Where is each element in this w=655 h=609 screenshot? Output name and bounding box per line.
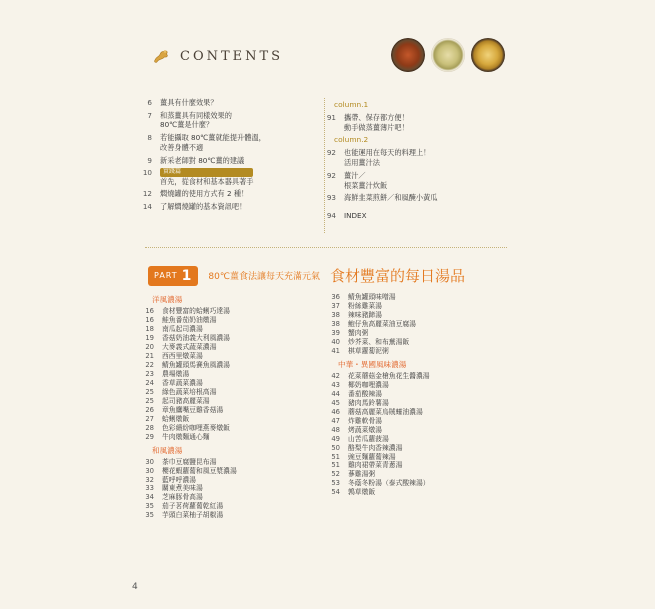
part-title: 食材豐富的每日湯品 <box>329 267 465 285</box>
toc-page-number: 8 <box>147 133 152 143</box>
recipe-page-number: 34 <box>145 493 154 502</box>
recipe-title: 章魚鷹嘴豆雞香菇湯 <box>162 405 224 414</box>
recipe-title: 香草蔬菜濃湯 <box>162 378 203 387</box>
recipe-title: 豬肉馬鈴薯湯 <box>348 398 389 407</box>
recipe-title: 酪梨牛肉香辣濃湯 <box>348 443 403 452</box>
recipe-page-number: 35 <box>145 511 154 520</box>
recipe-title: 色彩繽紛咖哩燕麥燉飯 <box>162 423 230 432</box>
section-divider <box>145 247 507 248</box>
recipe-list-item[interactable] <box>140 415 330 424</box>
toc-page-number: 14 <box>142 202 152 212</box>
toc-page-number: 10 <box>142 168 152 178</box>
index-label: INDEX <box>344 211 367 220</box>
recipe-list-item[interactable] <box>140 397 330 406</box>
recipe-list-item[interactable] <box>326 372 526 381</box>
recipe-list-item[interactable] <box>326 320 526 329</box>
recipe-list-item[interactable] <box>140 388 330 397</box>
recipe-title: 農場燉湯 <box>162 369 190 378</box>
recipe-page-number: 25 <box>145 396 154 405</box>
recipe-title: 山苦瓜蘿菠湯 <box>348 434 389 443</box>
recipe-page-number: 52 <box>331 470 340 479</box>
recipe-list-item[interactable] <box>140 511 330 520</box>
toc-page-number: 9 <box>147 155 152 165</box>
recipe-list-item[interactable] <box>326 417 526 426</box>
toc-row[interactable] <box>316 148 516 167</box>
recipe-title: 椰奶咖哩濃湯 <box>348 380 389 389</box>
recipe-title: 西西里燉菜湯 <box>162 351 203 360</box>
toc-page-number: 93 <box>326 193 336 203</box>
toc-title: 攜帶、保存都方便！ 動手做蒸薑薄片吧！ <box>344 112 409 132</box>
toc-title: 了解燜燒罐的基本資訊吧！ <box>160 202 247 212</box>
recipe-page-number: 30 <box>145 466 154 475</box>
recipe-title: 蔘雞湯粥 <box>348 470 376 479</box>
recipe-title: 豌豆麵蘿蔔辣湯 <box>348 452 396 461</box>
recipe-title: 鮑仔魚高麗菜油豆腐湯 <box>348 319 416 328</box>
contents-header <box>152 44 283 68</box>
recipe-page-number: 49 <box>331 434 340 443</box>
recipe-list-item[interactable] <box>326 347 526 356</box>
toc-title: 和蒸薑具有同樣效果的 80℃薑是什麼？ <box>160 110 232 130</box>
recipe-page-number: 51 <box>331 452 340 461</box>
section-heading-chinese-ethnic: 中華・異國風味濃湯 <box>338 359 407 369</box>
header-soup-images <box>391 38 505 72</box>
recipe-page-number: 38 <box>331 310 340 319</box>
recipe-title: 櫻花蝦蘿蔔和風豆漿濃湯 <box>162 466 237 475</box>
toc-title: 若能攝取 80℃薑就能提升體溫， 改善身體不適 <box>160 133 266 152</box>
recipe-page-number: 45 <box>331 398 340 407</box>
recipe-page-number: 37 <box>331 301 340 310</box>
recipe-page-number: 27 <box>145 414 154 423</box>
recipe-title: 蘑菇高麗菜烏賊蠔油濃湯 <box>348 407 423 416</box>
toc-row[interactable] <box>316 171 516 190</box>
recipe-list-item[interactable] <box>326 390 526 399</box>
part-number: 1 <box>181 267 193 284</box>
recipe-title: 南瓜起司濃湯 <box>162 324 203 333</box>
left-toc <box>132 98 302 215</box>
practice-badge: 實踐篇 <box>160 168 253 176</box>
recipe-page-number: 40 <box>331 337 340 346</box>
recipe-list-item[interactable] <box>140 343 330 352</box>
right-recipe-list <box>326 293 526 497</box>
recipe-page-number: 54 <box>331 488 340 497</box>
recipe-page-number: 32 <box>145 475 154 484</box>
column-1-label: column.1 <box>334 100 369 109</box>
recipe-page-number: 24 <box>145 378 154 387</box>
recipe-page-number: 18 <box>145 324 154 333</box>
recipe-page-number: 19 <box>145 333 154 342</box>
recipe-title: 鯖魚罐頭馬賽魚風濃湯 <box>162 360 230 369</box>
recipe-list-item[interactable] <box>140 424 330 433</box>
toc-page-number: 92 <box>326 148 336 158</box>
toc-page-number: 92 <box>326 170 336 180</box>
recipe-page-number: 44 <box>331 389 340 398</box>
recipe-page-number: 41 <box>331 346 340 355</box>
recipe-list-item[interactable] <box>140 370 330 379</box>
recipe-title: 芝麻豚骨高湯 <box>162 493 203 502</box>
ginger-icon <box>152 47 170 65</box>
recipe-title: 鮭魚番茄奶油燉湯 <box>162 315 217 324</box>
recipe-list-item[interactable] <box>326 311 526 320</box>
recipe-list-item[interactable] <box>140 361 330 370</box>
recipe-page-number: 16 <box>145 315 154 324</box>
recipe-title: 烤蔬菜燉湯 <box>348 425 382 434</box>
recipe-page-number: 46 <box>331 407 340 416</box>
soup-bowl-image-2 <box>431 38 465 72</box>
toc-title: 薑汁／ 根菜薑汁炊飯 <box>344 170 388 190</box>
recipe-page-number: 21 <box>145 351 154 360</box>
toc-row[interactable] <box>132 189 302 199</box>
toc-row[interactable] <box>132 156 302 166</box>
recipe-page-number: 48 <box>331 425 340 434</box>
contents-title: CONTENTS <box>180 48 284 64</box>
recipe-list-item[interactable] <box>326 435 526 444</box>
toc-row[interactable] <box>132 111 302 130</box>
recipe-page-number: 20 <box>145 342 154 351</box>
recipe-title: 蛤蜊燉飯 <box>162 414 190 423</box>
recipe-list-item[interactable] <box>140 325 330 334</box>
recipe-list-item[interactable] <box>140 307 330 316</box>
right-toc <box>316 98 516 224</box>
recipe-list-item[interactable] <box>326 399 526 408</box>
recipe-page-number: 39 <box>331 328 340 337</box>
section-heading-western: 洋風濃湯 <box>152 295 183 304</box>
page-number: 4 <box>132 582 138 592</box>
recipe-page-number: 36 <box>331 293 340 301</box>
toc-title: 薑具有什麼效果？ <box>160 98 218 107</box>
recipe-title: 辣味豬蹄湯 <box>348 310 382 319</box>
toc-row-index[interactable] <box>316 211 516 221</box>
recipe-title: 蟹肉粥 <box>348 328 369 337</box>
recipe-title: 食材豐富的蛤蜊巧達湯 <box>162 307 230 316</box>
recipe-title: 花菜蘑菇金槍魚花生醬濃湯 <box>348 371 430 380</box>
recipe-title: 香菇奶油義大利風濃湯 <box>162 333 230 342</box>
toc-row[interactable] <box>132 202 302 212</box>
recipe-title: 粉絲雞菜湯 <box>348 301 382 310</box>
recipe-page-number: 33 <box>145 484 154 493</box>
toc-page-number: 94 <box>326 211 336 220</box>
recipe-list-item[interactable] <box>326 329 526 338</box>
recipe-list-item[interactable] <box>140 379 330 388</box>
toc-row[interactable] <box>132 98 302 108</box>
recipe-page-number: 53 <box>331 479 340 488</box>
recipe-page-number: 50 <box>331 443 340 452</box>
recipe-title: 鶉草燉飯 <box>348 488 376 497</box>
recipe-list-item[interactable] <box>140 352 330 361</box>
recipe-page-number: 25 <box>145 387 154 396</box>
column-2-label: column.2 <box>334 135 369 145</box>
soup-bowl-image-3 <box>471 38 505 72</box>
recipe-title: 棋草蘿蔔泥粥 <box>348 346 389 355</box>
toc-page-number: 91 <box>326 112 336 122</box>
recipe-page-number: 22 <box>145 360 154 369</box>
recipe-list-item[interactable] <box>326 426 526 435</box>
recipe-list-item[interactable] <box>140 458 330 467</box>
toc-page-number: 6 <box>147 98 152 107</box>
recipe-page-number: 42 <box>331 371 340 380</box>
recipe-title: 藍呼呼濃湯 <box>162 475 196 484</box>
recipe-title: 茶巾豆腐鹽昆布湯 <box>162 457 217 466</box>
recipe-page-number: 16 <box>145 307 154 316</box>
recipe-list-item[interactable] <box>140 406 330 415</box>
toc-title: 新采老師對 80℃薑的建議 <box>160 155 245 165</box>
toc-title: 燜燒罐的使用方式有 2 種！ <box>160 189 249 199</box>
toc-title: 海鮮韭菜煎餅／和風醃小黃瓜 <box>344 193 438 203</box>
recipe-page-number: 47 <box>331 416 340 425</box>
toc-row[interactable] <box>132 168 302 186</box>
toc-title: 實踐篇 首先，從食材和基本器具著手 <box>160 168 254 186</box>
toc-title: 也能運用在每天的料理上！ 活用薑汁法 <box>344 148 431 168</box>
recipe-title: 大麥義式蔬菜濃湯 <box>162 342 217 351</box>
part-badge <box>148 266 198 286</box>
recipe-list-item[interactable] <box>326 381 526 390</box>
soup-bowl-image-1 <box>391 38 425 72</box>
recipe-list-item[interactable] <box>140 467 330 476</box>
recipe-page-number: 38 <box>331 319 340 328</box>
recipe-title: 牛肉燉麵通心麵 <box>162 432 210 441</box>
recipe-list-item[interactable] <box>140 316 330 325</box>
toc-row[interactable] <box>316 193 516 203</box>
recipe-title: 冬蔭冬粉湯（泰式酸辣湯） <box>348 479 430 488</box>
toc-row[interactable] <box>316 113 516 132</box>
recipe-title: 起司豬高麗菜湯 <box>162 396 210 405</box>
recipe-page-number: 28 <box>145 423 154 432</box>
recipe-list-item[interactable] <box>326 444 526 453</box>
recipe-page-number: 51 <box>331 461 340 470</box>
recipe-page-number: 30 <box>145 457 154 466</box>
section-heading-japanese: 和風濃湯 <box>152 445 183 455</box>
toc-page-number: 7 <box>147 110 152 120</box>
recipe-page-number: 43 <box>331 380 340 389</box>
recipe-list-item[interactable] <box>326 302 526 311</box>
toc-page-number: 12 <box>142 189 152 199</box>
recipe-page-number: 26 <box>145 405 154 414</box>
recipe-page-number: 23 <box>145 369 154 378</box>
recipe-title: 關東煮美味湯 <box>162 484 203 493</box>
recipe-page-number: 35 <box>145 502 154 511</box>
part-subtitle: 80℃薑食法讓每天充滿元氣 <box>208 272 320 282</box>
recipe-list-item[interactable] <box>326 338 526 347</box>
recipe-list-item[interactable] <box>326 293 526 302</box>
recipe-title: 茄子茗荷蘿蔔乾紅湯 <box>162 502 224 511</box>
recipe-page-number: 29 <box>145 432 154 441</box>
recipe-list-item[interactable] <box>140 334 330 343</box>
toc-row[interactable] <box>132 133 302 152</box>
recipe-list-item[interactable] <box>326 408 526 417</box>
left-recipe-list <box>140 293 330 520</box>
recipe-title: 炸雞軟骨湯 <box>348 416 382 425</box>
recipe-list-item[interactable] <box>326 488 526 497</box>
recipe-list-item[interactable] <box>140 433 330 442</box>
recipe-title: 芋頭白菜柚子胡椒湯 <box>162 511 224 520</box>
part-label: PART <box>154 271 178 280</box>
recipe-title: 雞肉裙帶菜青蔥湯 <box>348 461 403 470</box>
recipe-title: 番茄酸辣湯 <box>348 389 382 398</box>
recipe-title: 炒芥菜、和布蕪湯飯 <box>348 337 410 346</box>
recipe-title: 綠色蔬菜培根高湯 <box>162 387 217 396</box>
part-banner <box>148 265 465 286</box>
recipe-title: 鯖魚罐頭味噌湯 <box>348 293 396 301</box>
